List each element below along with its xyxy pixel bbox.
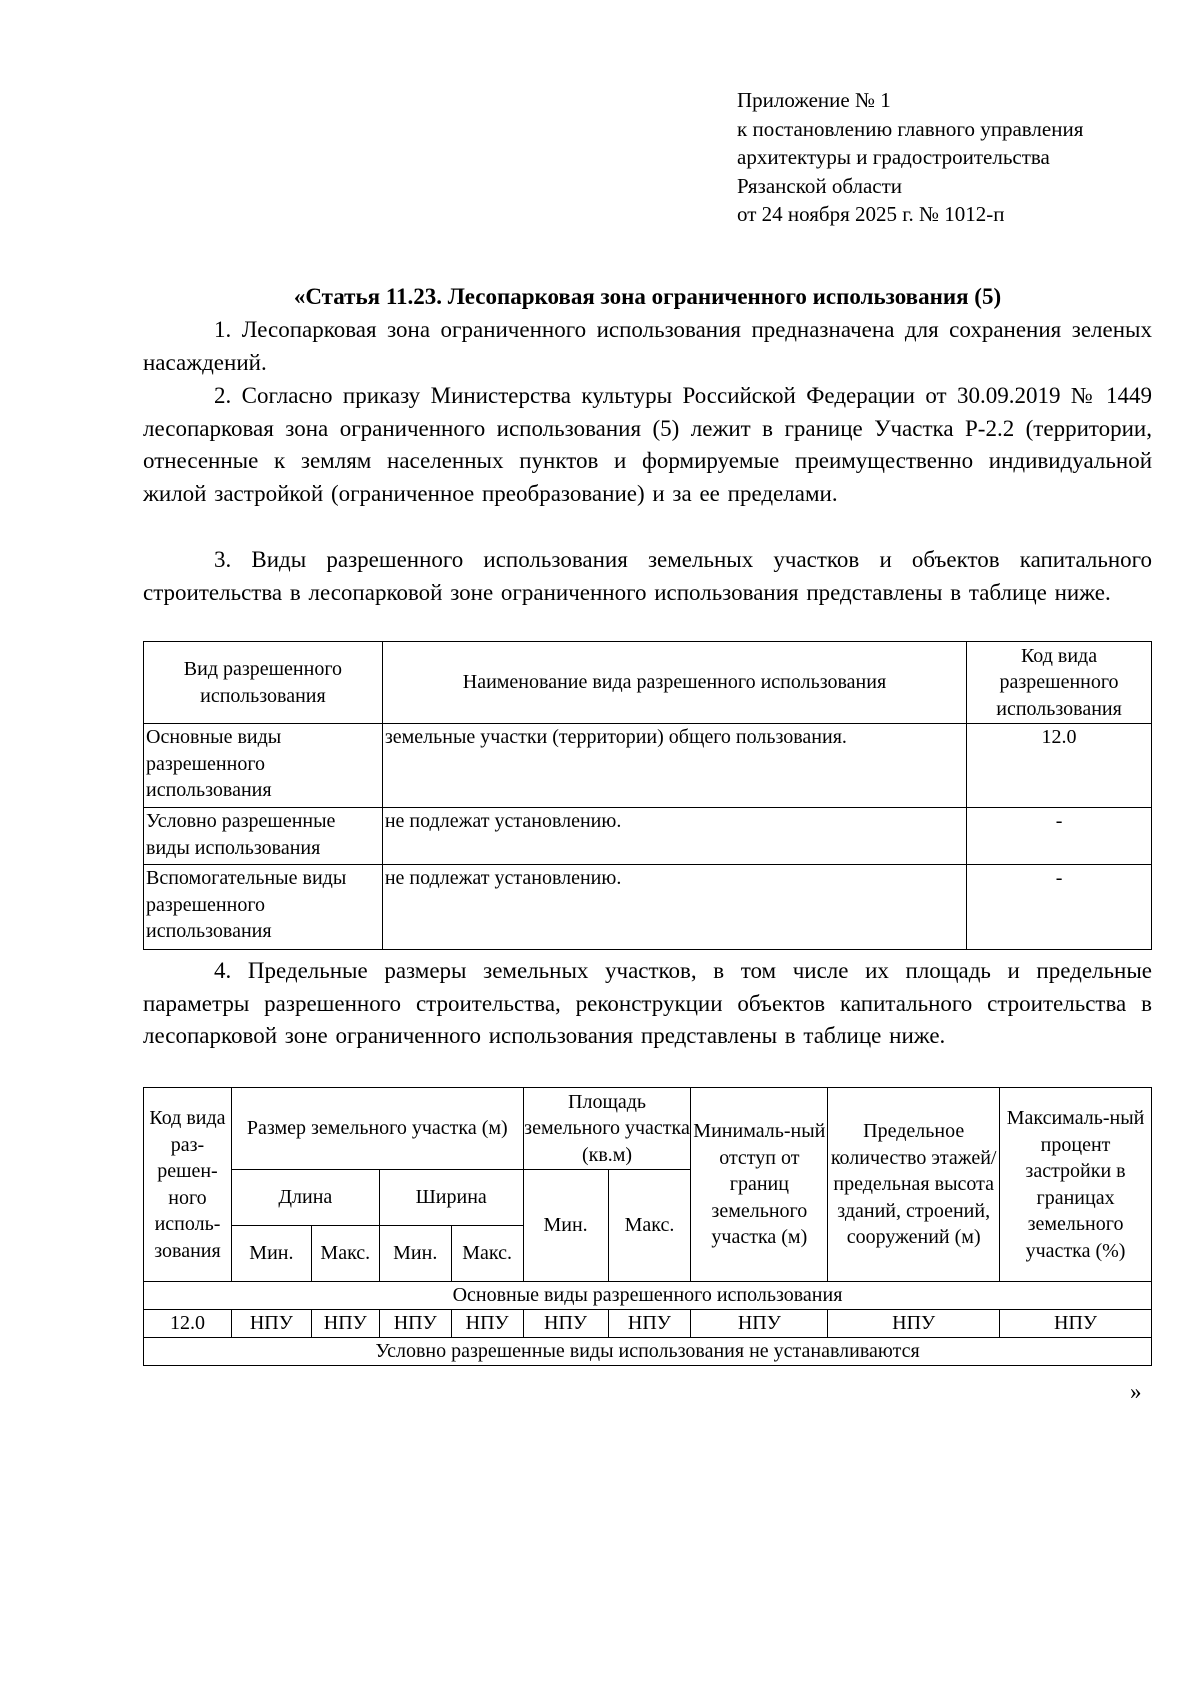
header-area-min: Мин. [523, 1170, 608, 1282]
header-width: Ширина [379, 1170, 523, 1226]
article-heading: «Статья 11.23. Лесопарковая зона ограниченного использования (5) [293, 284, 1002, 309]
section-main-uses: Основные виды разрешенного использования [144, 1282, 1152, 1310]
appendix-line: Рязанской области [737, 173, 903, 198]
parameters-table [143, 1087, 1152, 1366]
permitted-use-table [143, 641, 1152, 950]
table-row [144, 1310, 1152, 1338]
paragraph-1: 1. Лесопарковая зона ограниченного использования предназначена для сохранения зеленых насаждений. [143, 317, 1152, 375]
cell-length-min: НПУ [231, 1310, 311, 1338]
cell-coverage: НПУ [1000, 1310, 1152, 1338]
cell-use-kind: Основные виды разрешенного использования [144, 724, 383, 808]
header-floors: Предельное количество этажей/ предельная высота зданий, строений, сооружений (м) [828, 1088, 1000, 1282]
cell-use-kind: Вспомогательные виды разрешенного использования [144, 865, 383, 950]
header-area-max: Макс. [608, 1170, 691, 1282]
table-section-row [144, 1338, 1152, 1366]
header-coverage: Максималь-ный процент застройки в границах земельного участка (%) [1000, 1088, 1152, 1282]
header-length-max: Макс. [311, 1226, 379, 1282]
cell-area-max: НПУ [608, 1310, 691, 1338]
appendix-line: к постановлению главного управления [737, 116, 1084, 141]
cell-use-code: - [967, 865, 1152, 950]
section-conditional-uses: Условно разрешенные виды использования не устанавливаются [144, 1338, 1152, 1366]
table-row [144, 724, 1152, 808]
table-row [144, 808, 1152, 865]
paragraph-4: 4. Предельные размеры земельных участков, в том числе их площадь и предельные параметры разрешенного строительства, реконструкции объектов капитального строительства в лесопарковой зоне ограниченного использования представлены в таблице ниже. [143, 958, 1152, 1049]
header-width-max: Макс. [451, 1226, 523, 1282]
header-length: Длина [231, 1170, 379, 1226]
cell-area-min: НПУ [523, 1310, 608, 1338]
table-header-row [144, 642, 1152, 724]
appendix-block [737, 86, 1083, 229]
table-section-row [144, 1282, 1152, 1310]
closing-quote: » [1130, 1379, 1142, 1404]
cell-code: 12.0 [144, 1310, 232, 1338]
appendix-line: Приложение № 1 [737, 88, 891, 112]
table-header-row [144, 1088, 1152, 1170]
appendix-line: от 24 ноября 2025 г. № 1012-п [737, 202, 1005, 226]
header-length-min: Мин. [231, 1226, 311, 1282]
header-plot-size: Размер земельного участка (м) [231, 1088, 523, 1170]
table-row [144, 865, 1152, 950]
header-use-kind: Вид разрешенного использования [144, 642, 383, 724]
header-code: Код вида раз-решен-ного исполь-зования [144, 1088, 232, 1282]
header-setback: Минималь-ный отступ от границ земельного участка (м) [691, 1088, 828, 1282]
cell-use-code: - [967, 808, 1152, 865]
cell-width-min: НПУ [379, 1310, 451, 1338]
header-plot-area: Площадь земельного участка (кв.м) [523, 1088, 691, 1170]
cell-length-max: НПУ [311, 1310, 379, 1338]
header-use-code: Код вида разрешенного использования [967, 642, 1152, 724]
header-width-min: Мин. [379, 1226, 451, 1282]
header-use-name: Наименование вида разрешенного использования [382, 642, 966, 724]
cell-use-name: не подлежат установлению. [382, 808, 966, 865]
paragraph-2: 2. Согласно приказу Министерства культуры Российской Федерации от 30.09.2019 № 1449 лесопарковая зона ограниченного использования (5) лежит в границе Участка Р-2.2 (территории, отнесенные к землям населенных пунктов и формируемые преимущественно индивидуальной жилой застройкой (ограниченное преобразование) и за ее пределами. [143, 383, 1152, 507]
cell-use-name: не подлежат установлению. [382, 865, 966, 950]
cell-use-kind: Условно разрешенные виды использования [144, 808, 383, 865]
cell-floors: НПУ [828, 1310, 1000, 1338]
cell-width-max: НПУ [451, 1310, 523, 1338]
cell-use-code: 12.0 [967, 724, 1152, 808]
cell-setback: НПУ [691, 1310, 828, 1338]
cell-use-name: земельные участки (территории) общего пользования. [382, 724, 966, 808]
appendix-line: архитектуры и градостроительства [737, 145, 1050, 169]
paragraph-3: 3. Виды разрешенного использования земельных участков и объектов капитального строительства в лесопарковой зоне ограниченного использования представлены в таблице ниже. [143, 547, 1152, 605]
